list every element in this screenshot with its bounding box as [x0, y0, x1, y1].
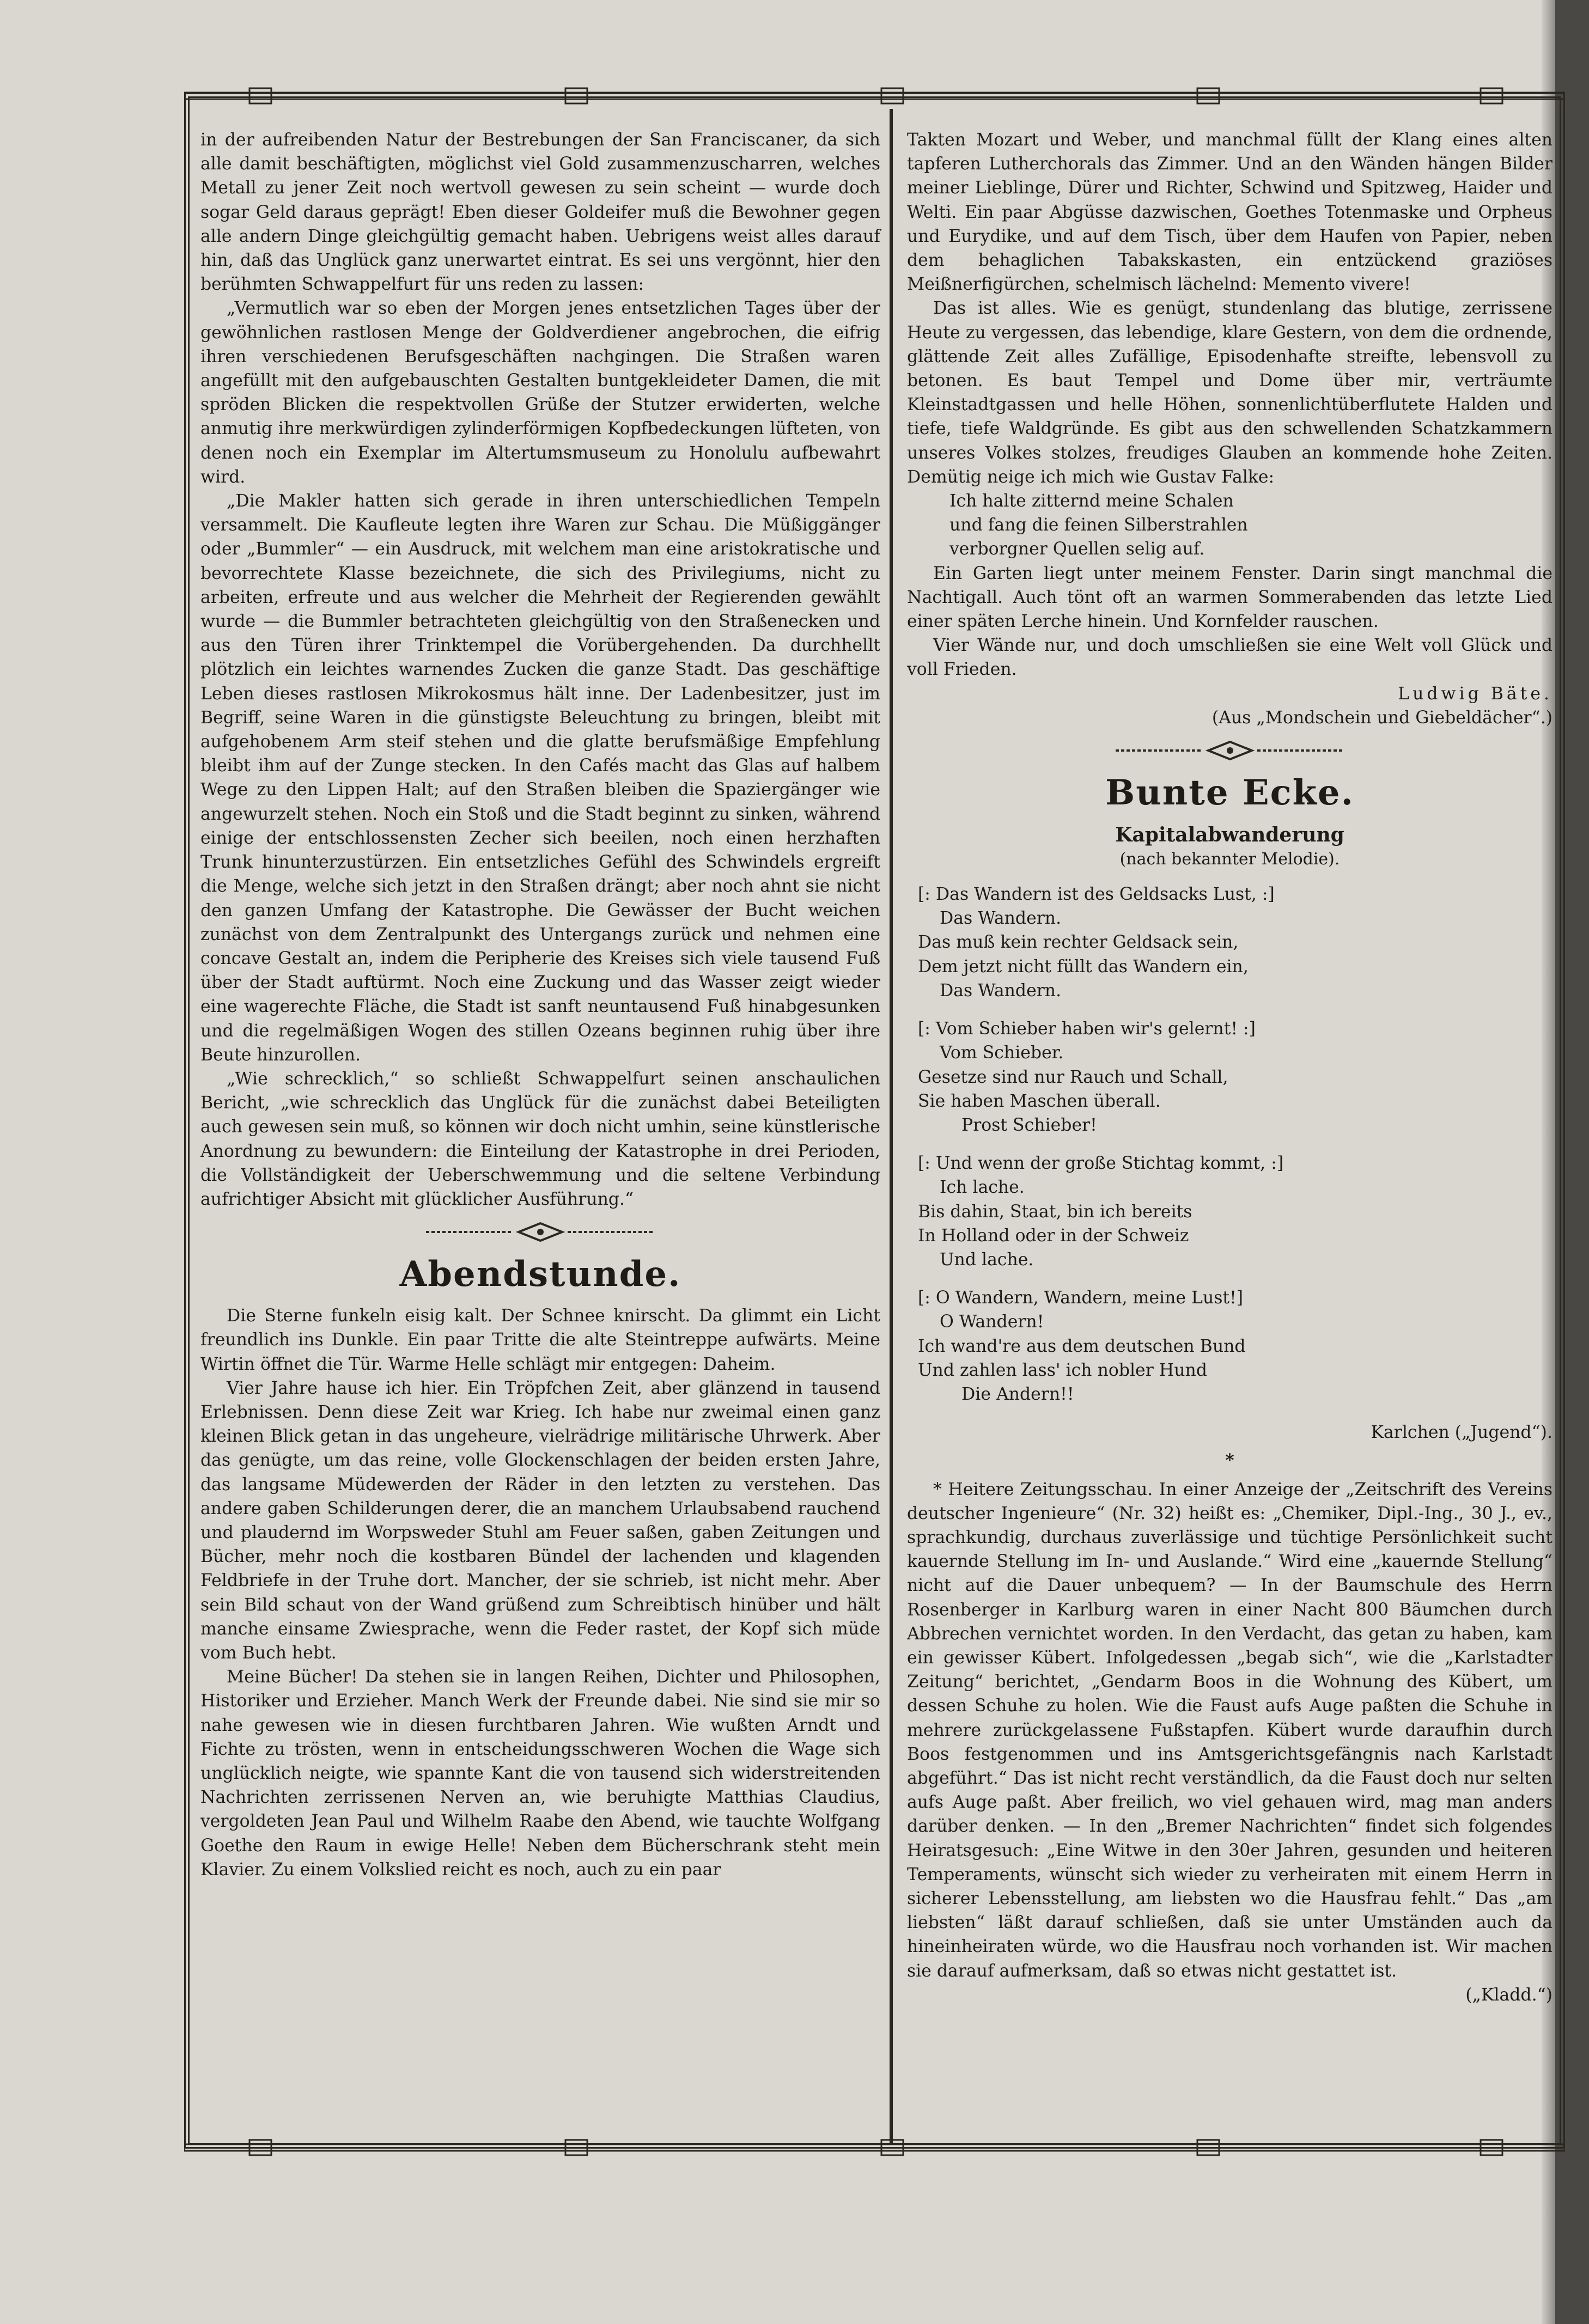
right-paragraph: * Heitere Zeitungsschau. In einer Anzeige der „Zeitschrift des Vereins deutscher Ingenieure“ (Nr. 32) heißt es: „Chemiker, Dipl.-Ing., 30 J., ev., sprachkundig, durchaus zuverlässige und tüchtige Persönlichkeit sucht kauernde Stellung im In- und Auslande.“ Wird eine „kauernde Stellung“ nicht auf die Dauer unbequem? — In der Baumschule des Herrn Rosenberger in Karlburg waren in einer Nacht 800 Bäumchen durch Abbrechen vernichtet worden. In den Verdacht, das getan zu haben, kam ein gewisser Kübert. Infolgedessen „begab sich“, wie die „Karlstadter Zeitung“ berichtet, „Gendarm Boos in die Wohnung des Kübert, um dessen Schuhe zu holen. Wie die Faust aufs Auge paßten die Schuhe in mehrere zurückgelassene Fußstapfen. Kübert wurde daraufhin durch Boos festgenommen und ins Amtsgerichtsgefängnis nach Karlstadt abgeführt.“ Das ist nicht recht verständlich, da die Faust doch nur selten aufs Auge paßt. Aber freilich, wo viel gehauen wird, mag man anders darüber denken. — In den „Bremer Nachrichten“ findet sich folgendes Heiratsgesuch: „Eine Witwe in den 30er Jahren, gesunden und heiteren Temperaments, wünscht sich wieder zu verheiraten mit einem Herrn in sicherer Lebensstellung, am liebsten wo die Hausfrau fehlt.“ Das „am liebsten“ läßt darauf schließen, daß sie unter Umständen auch da hineinheiraten würde, wo die Hausfrau noch vorhanden ist. Wir machen sie darauf aufmerksam, daß so etwas nicht gestattet ist.: [907, 1479, 1553, 1981]
left-paragraph: Die Sterne funkeln eisig kalt. Der Schnee knirscht. Da glimmt ein Licht freundlich ins Dunkle. Ein paar Tritte die alte Steintreppe aufwärts. Meine Wirtin öffnet die Tür. Warme Helle schlägt mir entgegen: Daheim.: [200, 1306, 880, 1374]
right-column: [907, 128, 1553, 2007]
poem-title: Kapitalabwanderung: [1115, 824, 1344, 847]
song-source: Karlchen („Jugend“).: [1371, 1423, 1553, 1443]
article-heading-abendstunde: Abendstunde.: [399, 1254, 681, 1295]
poem-subtitle: (nach bekannter Melodie).: [1119, 850, 1340, 869]
right-paragraph: Takten Mozart und Weber, und manchmal füllt der Klang eines alten tapferen Lutherchorals das Zimmer. Und an den Wänden hängen Bilder meiner Lieblinge, Dürer und Richter, Schwind und Spitzweg, Haider und Welti. Ein paar Abgüsse dazwischen, Goethes Totenmaske und Orpheus und Eurydike, und auf dem Tisch, über dem Haufen von Papier, neben dem behaglichen Tabakskasten, ein entzückend graziöses Meißnerfigürchen, schelmisch lächelnd: Memento vivere!: [907, 130, 1553, 295]
song-line: Dem jetzt nicht füllt das Wandern ein,: [918, 956, 1249, 977]
ornament-divider-2-icon: [1116, 740, 1344, 761]
song-line: In Holland oder in der Schweiz: [918, 1225, 1189, 1246]
frame-bottom-ornament: [184, 2138, 1565, 2157]
song-stanza: [918, 1286, 1553, 1406]
signature-line: [907, 633, 1553, 681]
song-line: Vom Schieber.: [940, 1043, 1064, 1063]
song-stanza: [918, 882, 1553, 1003]
song: [907, 882, 1553, 1406]
song-line: Bis dahin, Staat, bin ich bereits: [918, 1201, 1192, 1222]
song-line: Ich wand're aus dem deutschen Bund: [918, 1336, 1246, 1356]
song-line: Das Wandern.: [940, 980, 1062, 1001]
song-line: Die Andern!!: [961, 1384, 1074, 1404]
left-paragraph: Vier Jahre hause ich hier. Ein Tröpfchen Zeit, aber glänzend in tausend Erlebnissen. Denn diese Zeit war Krieg. Ich habe nur zweimal einen ganz kleinen Blick getan in das ungeheure, vielrädrige militärische Uhrwerk. Aber das genügte, um das reine, volle Glockenschlagen der beiden ersten Jahre, das langsame Müdewerden der Räder in den letzten zu verstehen. Das andere gaben Schilderungen derer, die an manchem Urlaubsabend rauchend und plaudernd im Worpsweder Stuhl am Feuer saßen, gaben Zeitungen und Bücher, mehr noch die kostbaren Bündel der lachenden und klagenden Feldbriefe in der Truhe dort. Mancher, der sie schrieb, ist nicht mehr. Aber sein Bild schaut von der Wand grüßend zum Schreibtisch hinüber und hält manche einsame Zwiesprache, wenn die Feder rastet, der Kopf sich müde vom Buch hebt.: [200, 1378, 880, 1663]
author-name: Ludwig Bäte.: [1398, 684, 1553, 704]
song-line: Sie haben Maschen überall.: [918, 1091, 1161, 1111]
song-line: [: O Wandern, Wandern, meine Lust!]: [918, 1288, 1244, 1308]
left-paragraph: Meine Bücher! Da stehen sie in langen Reihen, Dichter und Philosophen, Historiker und Erzieher. Manch Werk der Freunde dabei. Nie sind sie mir so nahe gewesen wie in diesen furchtbaren Jahren. Wie wußten Arndt und Fichte zu trösten, wenn in entscheidungsschweren Wochen die Wage sich unglücklich neigte, wie spannte Kant die von tausend sich widerstreitenden Nachrichten zerrissenen Nerven an, wie beruhigte Matthias Claudius, vergoldeten Jean Paul und Wilhelm Raabe den Abend, wie tauchte Wolfgang Goethe den Raum in ewige Helle! Neben dem Bücherschrank steht mein Klavier. Zu einem Volkslied reicht es noch, auch zu ein paar: [200, 1667, 880, 1880]
poem-line: verborgner Quellen selig auf.: [949, 539, 1205, 559]
song-line: O Wandern!: [940, 1312, 1044, 1332]
ornament-divider-icon: [426, 1221, 655, 1243]
song-line: Das Wandern.: [940, 908, 1062, 929]
left-paragraph: „Vermutlich war so eben der Morgen jenes entsetzlichen Tages über der gewöhnlichen rastlosen Menge der Goldverdiener angebrochen, die eifrig ihren verschiedenen Berufsgeschäften nachgingen. Die Straßen waren angefüllt mit den aufgebauschten Gestalten buntgekleideter Damen, die mit spröden Blicken die respektvollen Grüße der Stutzer erwiderten, welche anmutig ihre merkwürdigen zylinderförmigen Kopfbedeckungen lüfteten, von denen noch ein Exemplar im Altertumsmuseum zu Honolulu aufbewahrt wird.: [200, 298, 880, 487]
song-line: Das muß kein rechter Geldsack sein,: [918, 932, 1239, 953]
source-note: („Kladd.“): [1465, 1985, 1553, 2005]
poem-line: Ich halte zitternd meine Schalen: [949, 491, 1234, 511]
poem-line: und fang die feinen Silberstrahlen: [949, 515, 1248, 535]
song-line: Gesetze sind nur Rauch und Schall,: [918, 1067, 1228, 1087]
song-line: Und zahlen lass' ich nobler Hund: [918, 1360, 1207, 1380]
left-paragraph: in der aufreibenden Natur der Bestrebungen der San Franciscaner, da sich alle damit beschäftigten, möglichst viel Gold zusammenzuscharren, welches Metall zu jener Zeit noch wertvoll gewesen zu sein scheint — wurde doch sogar Geld daraus geprägt! Eben dieser Goldeifer muß die Bewohner gegen alle andern Dinge gleichgültig gemacht haben. Uebrigens weist alles darauf hin, daß das Unglück ganz unerwartet eintrat. Es sei uns vergönnt, hier den berühmten Schwappelfurt für uns reden zu lassen:: [200, 130, 880, 295]
right-paragraph: Ein Garten liegt unter meinem Fenster. Darin singt manchmal die Nachtigall. Auch tönt oft an warmen Sommerabenden das letzte Lied einer späten Lerche hinein. Und Kornfelder rauschen.: [907, 563, 1553, 632]
song-line: Prost Schieber!: [961, 1115, 1097, 1135]
song-line: [: Und wenn der große Stichtag kommt, :]: [918, 1154, 1284, 1174]
song-line: [: Vom Schieber haben wir's gelernt! :]: [918, 1019, 1256, 1039]
left-paragraph: „Die Makler hatten sich gerade in ihren unterschiedlichen Tempeln versammelt. Die Kaufleute legten ihre Waren zur Schau. Die Müßiggänger oder „Bummler“ — ein Ausdruck, mit welchem man eine aristokratische und bevorrechtete Klasse bezeichnete, die sich des Privilegiums, nicht zu arbeiten, erfreute und aus welcher die Mehrheit der Regierenden gewählt wurde — die Bummler betrachteten gleichgültig von den Straßenecken und aus den Türen ihrer Trinktempel die Vorübergehenden. Da durchhellt plötzlich ein leichtes warnendes Zucken die ganze Stadt. Das geschäftige Leben dieses rastlosen Mikrokosmus hält inne. Der Ladenbesitzer, just im Begriff, seine Waren in die günstigste Beleuchtung zu bringen, bleibt mit aufgehobenem Arm steif stehen und die glatte berufsmäßige Empfehlung bleibt ihm auf der Zunge stecken. In den Cafés macht das Glas auf halbem Wege zu den Lippen Halt; auf den Straßen bleiben die Spaziergänger wie angewurzelt stehen. Noch ein Stoß und die Stadt beginnt zu sinken, während einige der entschlossensten Zecher sich beeilen, noch einen herzhaften Trunk hinunterzustürzen. Ein entsetzliches Gefühl des Schwindels ergreift die Menge, welche sich jetzt in den Straßen drängt; aber noch ahnt sie nicht den ganzen Umfang der Katastrophe. Die Gewässer der Bucht weichen zunächst von dem Zentralpunkt des Untergangs zurück und nehmen eine concave Gestalt an, indem die Peripherie des Kreises sich viele tausend Fuß über der Stadt auftürmt. Noch eine Zuckung und das Wasser zeigt wieder eine wagerechte Fläche, die Stadt ist sanft neuntausend Fuß hinabgesunken und die regelmäßigen Wogen des stillen Ozeans beginnen ruhig über ihre Beute hinzurollen.: [200, 491, 880, 1065]
separator-star: *: [1225, 1450, 1234, 1471]
song-line: Ich lache.: [940, 1178, 1025, 1198]
column-rule: [890, 109, 893, 2143]
song-stanza: [918, 1017, 1553, 1137]
right-paragraph: Vier Wände nur, und doch umschließen sie eine Welt voll Glück und voll Frieden.: [907, 636, 1553, 680]
song-stanza: [918, 1151, 1553, 1272]
right-paragraph: Das ist alles. Wie es genügt, stundenlang das blutige, zerrissene Heute zu vergessen, das lebendige, klare Gestern, von dem die ordnende, glättende Zeit alles Zufällige, Episodenhafte streifte, lebensvoll zu betonen. Es baut Tempel und Dome über mir, verträumte Kleinstadtgassen und helle Höhen, sonnenlichtüberflutete Halden und tiefe, tiefe Waldgründe. Es gibt aus den schwellenden Schatzkammern unseres Volkes stolzes, freudiges Glauben an kommende hohe Zeiten. Demütig neige ich mich wie Gustav Falke:: [907, 298, 1553, 487]
section-heading-bunte-ecke: Bunte Ecke.: [1105, 772, 1354, 814]
song-line: Und lache.: [940, 1249, 1034, 1270]
left-paragraph: „Wie schrecklich,“ so schließt Schwappelfurt seinen anschaulichen Bericht, „wie schrecklich das Unglück für die zunächst dabei Beteiligten auch gewesen sein muß, so können wir doch nicht umhin, seine künstlerische Anordnung zu bewundern: die Einteilung der Katastrophe in drei Perioden, die Vollständigkeit der Ueberschwemmung und die seltene Verbindung aufrichtiger Absicht mit glücklicher Ausführung.“: [200, 1069, 880, 1209]
song-line: [: Das Wandern ist des Geldsacks Lust, :]: [918, 885, 1275, 905]
poem-quote: [949, 489, 1553, 562]
left-column: [200, 128, 880, 1882]
source-note: (Aus „Mondschein und Giebeldächer“.): [1211, 707, 1553, 728]
